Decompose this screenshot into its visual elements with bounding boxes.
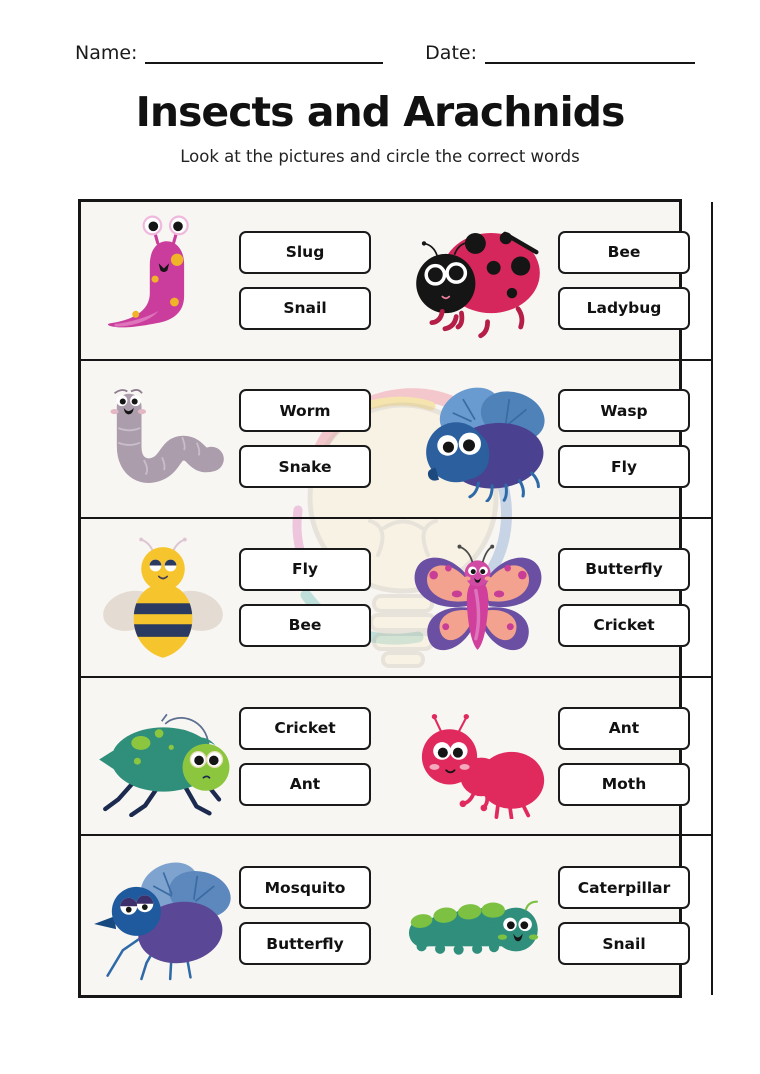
option-button[interactable]: Cricket [558, 604, 690, 647]
header-fill-row [75, 42, 695, 64]
option-button[interactable]: Snake [239, 445, 371, 488]
option-group [239, 231, 371, 330]
option-group [558, 231, 690, 330]
option-button[interactable]: Ladybug [558, 287, 690, 330]
table-cell [81, 519, 392, 678]
worm-illustration [81, 375, 239, 503]
page-subtitle: Look at the pictures and circle the correct words [180, 147, 580, 166]
option-group [558, 866, 690, 965]
option-button[interactable]: Fly [558, 445, 690, 488]
option-button[interactable]: Snail [239, 287, 371, 330]
option-group [558, 389, 690, 488]
table-cell [392, 678, 713, 837]
option-button[interactable]: Ant [558, 707, 690, 750]
table-cell [81, 361, 392, 520]
option-button[interactable]: Mosquito [239, 866, 371, 909]
page-title: Insects and Arachnids [135, 88, 625, 136]
option-button[interactable]: Bee [239, 604, 371, 647]
table-cell [81, 202, 392, 361]
table-cell [392, 361, 713, 520]
date-label: Date: [425, 42, 477, 64]
date-input-line[interactable] [485, 42, 695, 64]
table-cell [81, 836, 392, 995]
slug-illustration [81, 214, 239, 346]
ant-illustration [392, 693, 558, 819]
option-button[interactable]: Moth [558, 763, 690, 806]
bee-illustration [81, 532, 239, 662]
ladybug-illustration [392, 218, 558, 342]
table-cell [81, 678, 392, 837]
table-cell [392, 836, 713, 995]
name-label: Name: [75, 42, 138, 64]
option-group [239, 548, 371, 647]
option-button[interactable]: Caterpillar [558, 866, 690, 909]
option-button[interactable]: Butterfly [558, 548, 690, 591]
option-button[interactable]: Wasp [558, 389, 690, 432]
worksheet-table [78, 199, 682, 998]
option-group [558, 707, 690, 806]
option-button[interactable]: Fly [239, 548, 371, 591]
name-input-line[interactable] [145, 42, 383, 64]
option-group [239, 866, 371, 965]
beetle-illustration [81, 695, 239, 817]
butterfly-illustration [392, 530, 558, 664]
fly-illustration [392, 376, 558, 502]
mosquito-illustration [81, 850, 239, 982]
option-button[interactable]: Slug [239, 231, 371, 274]
table-cell [392, 519, 713, 678]
option-button[interactable]: Bee [558, 231, 690, 274]
option-group [239, 707, 371, 806]
caterpillar-illustration [392, 864, 558, 968]
table-cell [392, 202, 713, 361]
option-group [239, 389, 371, 488]
option-group [558, 548, 690, 647]
option-button[interactable]: Butterfly [239, 922, 371, 965]
option-button[interactable]: Ant [239, 763, 371, 806]
option-button[interactable]: Worm [239, 389, 371, 432]
option-button[interactable]: Snail [558, 922, 690, 965]
option-button[interactable]: Cricket [239, 707, 371, 750]
